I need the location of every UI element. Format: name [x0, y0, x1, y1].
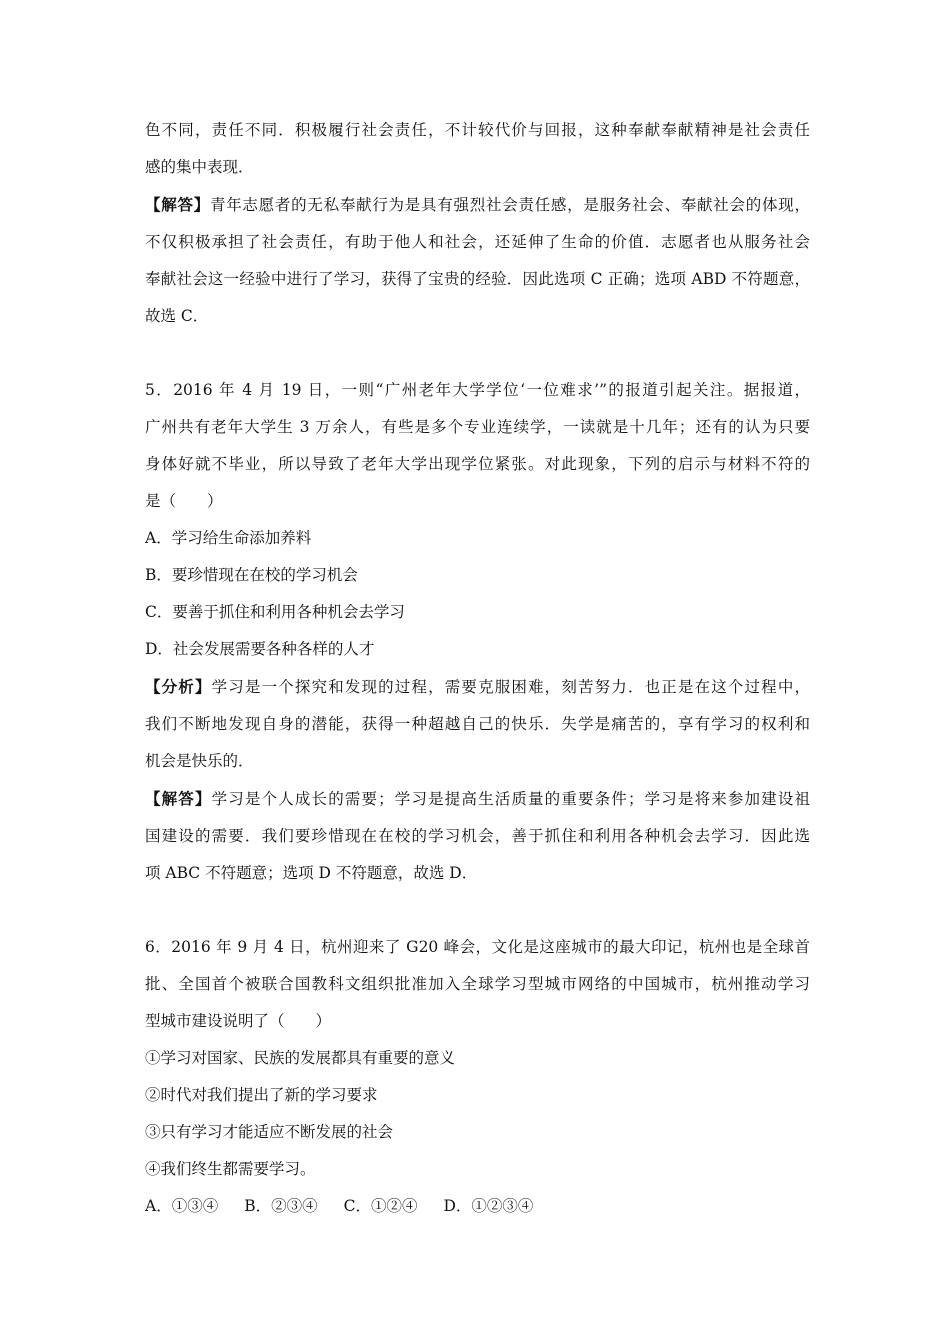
- prev-answer-line-2: 不仅积极承担了社会责任，有助于他人和社会，还延伸了生命的价值．志愿者也从服务社会: [145, 233, 810, 251]
- page-content: [145, 112, 810, 1225]
- q5-answer-line-3: 项 ABC 不符题意；选项 D 不符题意，故选 D．: [145, 864, 478, 882]
- answer-tag: 【解答】: [145, 789, 212, 808]
- q5-option-c: C．要善于抓住和利用各种机会去学习: [145, 603, 405, 621]
- q6-option-d: D．①②③④: [443, 1197, 534, 1215]
- prev-analysis-line-2: 感的集中表现．: [145, 158, 254, 176]
- spacer: [145, 335, 810, 372]
- q5-stem-line-3: 身体好就不毕业，所以导致了老年大学出现学位紧张。对此现象，下列的启示与材料不符的: [145, 455, 810, 473]
- q5-option-d: D．社会发展需要各种各样的人才: [145, 640, 375, 658]
- q5-answer-line-2: 国建设的需要．我们要珍惜现在在校的学习机会，善于抓住和利用各种机会去学习．因此选: [145, 827, 810, 845]
- q5-analysis-line-3: 机会是快乐的．: [145, 752, 254, 770]
- q5-option-a: A．学习给生命添加养料: [145, 529, 312, 547]
- q6-item-4: ④我们终生都需要学习。: [145, 1160, 316, 1178]
- q5-analysis-line-1: 【分析】学习是一个探究和发现的过程，需要克服困难，刻苦努力．也正是在这个过程中，: [145, 677, 810, 696]
- q6-item-3: ③只有学习才能适应不断发展的社会: [145, 1123, 394, 1141]
- q6-option-c: C．①②④: [343, 1197, 418, 1215]
- q6-stem-line-2: 批、全国首个被联合国教科文组织批准加入全球学习型城市网络的中国城市，杭州推动学习: [145, 975, 810, 993]
- q6-option-b: B．②③④: [244, 1197, 318, 1215]
- q6-stem-line-1: 6．2016 年 9 月 4 日，杭州迎来了 G20 峰会，文化是这座城市的最大印记，杭州也是全球首: [145, 938, 810, 956]
- q5-answer-line-1: 【解答】学习是个人成长的需要；学习是提高生活质量的重要条件；学习是将来参加建设祖: [145, 789, 810, 808]
- q5-option-b: B．要珍惜现在在校的学习机会: [145, 566, 358, 584]
- analysis-tag: 【分析】: [145, 677, 212, 696]
- q6-option-a: A．①③④: [145, 1197, 219, 1215]
- q5-analysis-line-2: 我们不断地发现自身的潜能，获得一种超越自己的快乐．失学是痛苦的，享有学习的权利和: [145, 715, 810, 733]
- q6-item-2: ②时代对我们提出了新的学习要求: [145, 1086, 378, 1104]
- q5-stem-line-4: 是（ ）: [145, 492, 223, 510]
- q6-stem-line-3: 型城市建设说明了（ ）: [145, 1012, 332, 1030]
- prev-answer-line-4: 故选 C．: [145, 307, 209, 325]
- answer-tag: 【解答】: [145, 195, 210, 214]
- prev-answer-line-1: 【解答】青年志愿者的无私奉献行为是具有强烈社会责任感，是服务社会、奉献社会的体现，: [145, 195, 810, 214]
- q5-stem-line-1: 5．2016 年 4 月 19 日，一则“广州老年大学学位‘一位难求’”的报道引起关注。据报道，: [145, 381, 810, 399]
- prev-answer-line-3: 奉献社会这一经验中进行了学习，获得了宝贵的经验．因此选项 C 正确；选项 ABD 不符题意，: [145, 270, 810, 288]
- q6-options: [145, 1188, 810, 1225]
- spacer: [145, 892, 810, 929]
- prev-analysis-line-1: 色不同，责任不同．积极履行社会责任，不计较代价与回报，这种奉献奉献精神是社会责任: [145, 121, 810, 139]
- q6-item-1: ①学习对国家、民族的发展都具有重要的意义: [145, 1049, 456, 1067]
- q5-stem-line-2: 广州共有老年大学生 3 万余人，有些是多个专业连续学，一读就是十几年；还有的认为只要: [145, 418, 810, 436]
